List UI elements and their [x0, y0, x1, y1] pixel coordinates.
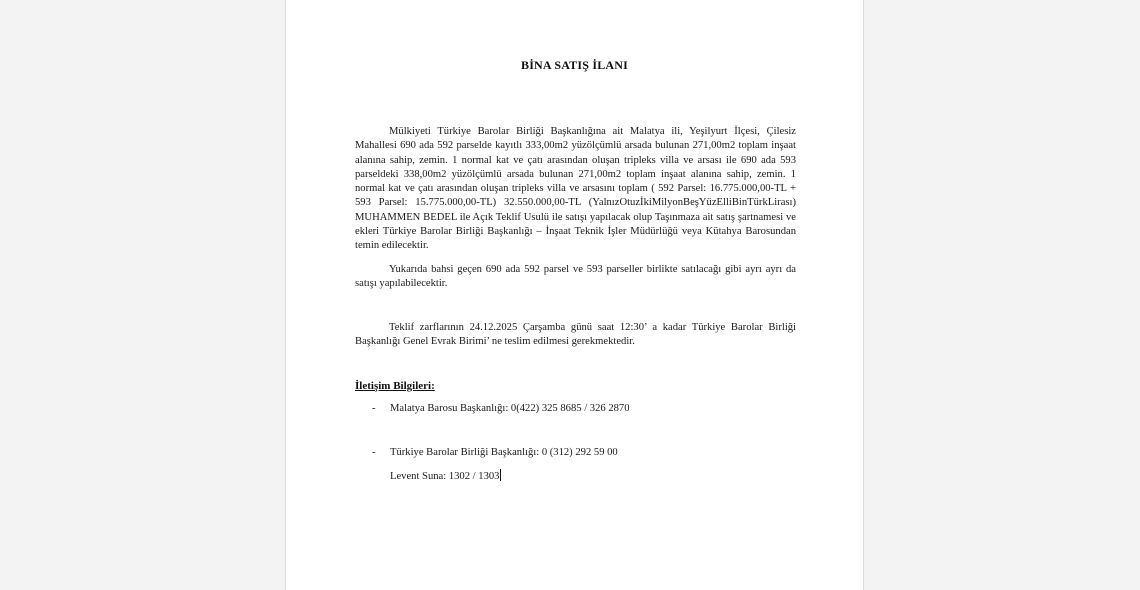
- contact-item-text: Türkiye Barolar Birliği Başkanlığı: 0 (312) 292 59 00: [390, 447, 618, 458]
- text-cursor: [500, 469, 501, 481]
- contact-item-tbb: [372, 447, 618, 458]
- contact-heading: İletişim Bilgileri:: [355, 380, 435, 392]
- deadline-paragraph: Teklif zarflarının 24.12.2025 Çarşamba günü saat 12:30’ a kadar Türkiye Barolar Birliği Başkanlığı Genel Evrak Birimi’ ne teslim edilmesi gerekmektedir.: [355, 322, 796, 348]
- document-page[interactable]: [285, 0, 864, 590]
- contact-item-malatya: [372, 403, 630, 414]
- contact-person-line: [390, 469, 501, 482]
- contact-item-text: Malatya Barosu Başkanlığı: 0(422) 325 8685 / 326 2870: [390, 403, 630, 414]
- separate-sale-paragraph: Yukarıda bahsi geçen 690 ada 592 parsel ve 593 parseller birlikte satılacağı gibi ayrı ayrı da satışı yapılabilecektir.: [355, 264, 796, 290]
- contact-person-text: Levent Suna: 1302 / 1303: [390, 471, 500, 482]
- document-title: BİNA SATIŞ İLANI: [520, 58, 629, 72]
- bullet-dash: -: [372, 403, 376, 414]
- sale-description-paragraph: Mülkiyeti Türkiye Barolar Birliği Başkanlığına ait Malatya ili, Yeşilyurt İlçesi, Çilesiz Mahallesi 690 ada 592 parselde kayıtlı 333,00m2 yüzölçümlü arsada bulunan 271,00m2 toplam inşaat alanına sahip, zemin. 1 normal kat ve çatı arasından oluşan tripleks villa ve arsası ile 690 ada 593 parseldeki 338,00m2 yüzölçümlü arsada bulunan 271,00m2 toplam inşaat alanına sahip, zemin. 1 normal kat ve çatı arasından oluşan tripleks villa ve arsasını toplam ( 592 Parsel: 16.775.000,00-TL + 593 Parsel: 15.775.000,00-TL) 32.550.000,00-TL (YalnızOtuzİkiMilyonBeşYüzElliBinTürkLirası) MUHAMMEN BEDEL ile Açık Teklif Usulü ile satışı yapılacak olup Taşınmaza ait satış şartnamesi ve ekleri Türkiye Barolar Birliği Başkanlığı – İnşaat Teknik İşler Müdürlüğü veya Kütahya Barosundan temin edilecektir.: [355, 126, 796, 252]
- bullet-dash: -: [372, 447, 376, 458]
